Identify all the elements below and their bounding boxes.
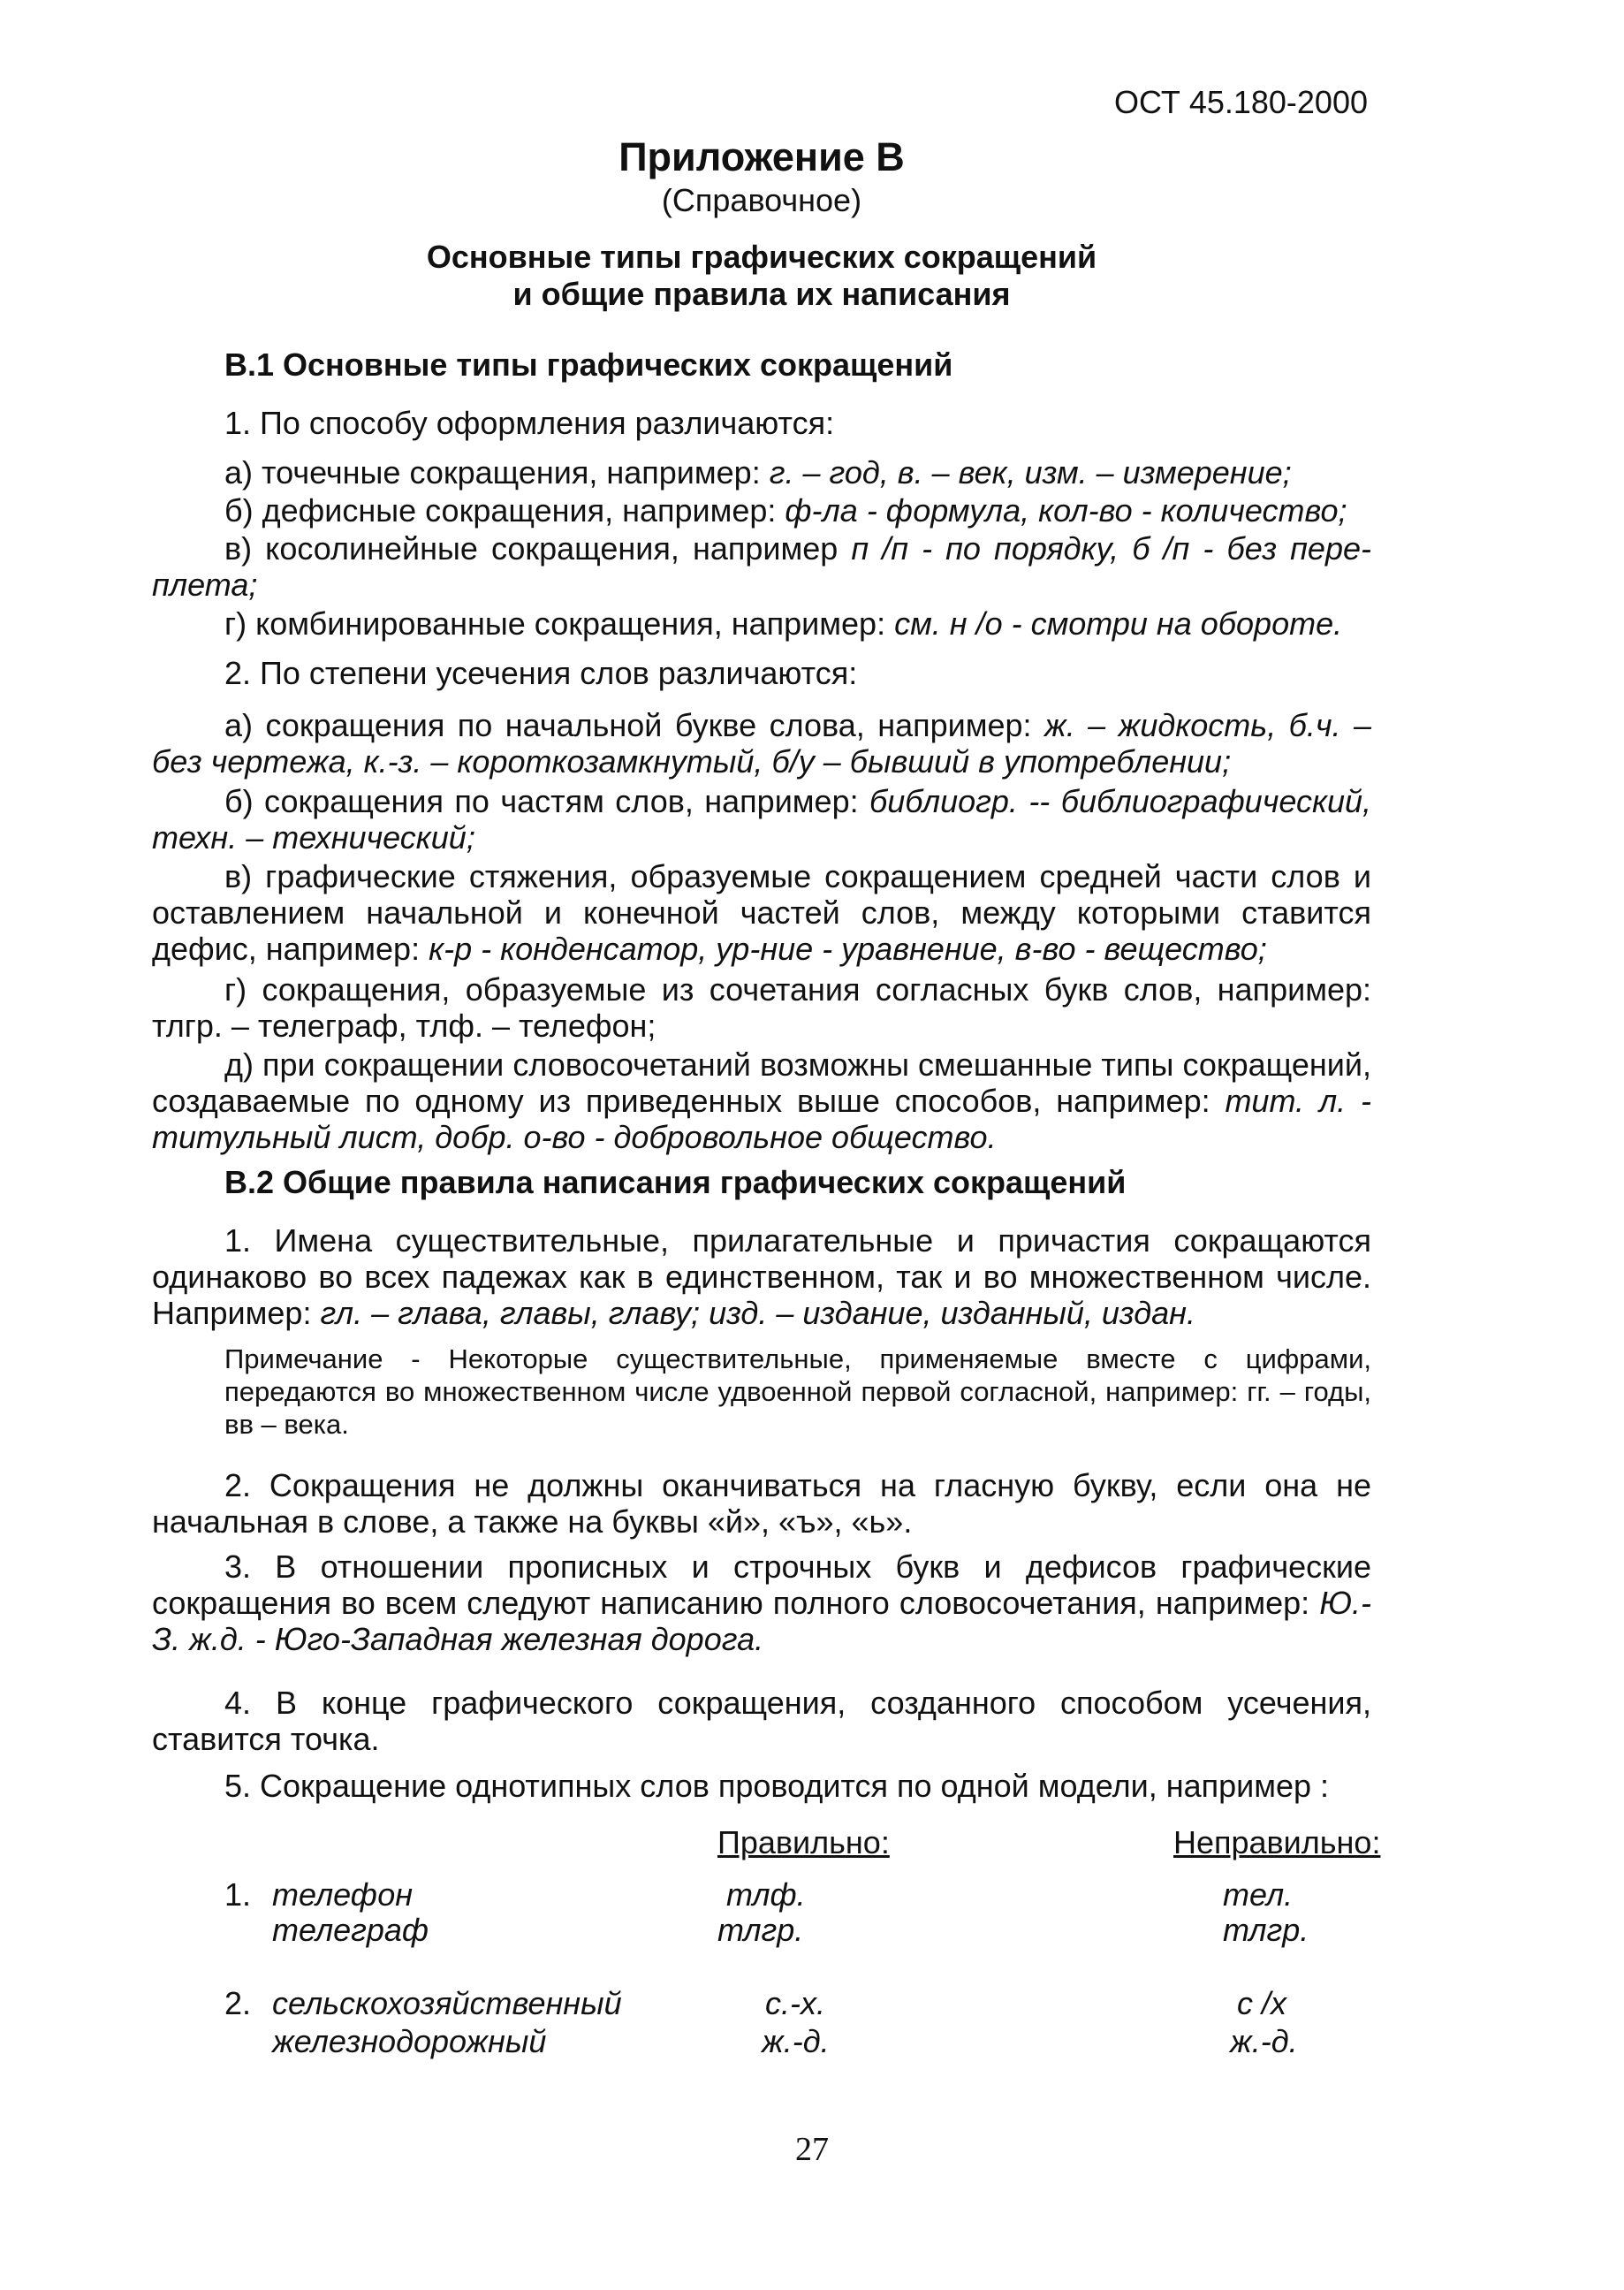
section-2-rule-4 xyxy=(152,1685,1371,1757)
body-text: а) точечные сокращения, например: xyxy=(224,454,770,491)
main-title-line-2: и общие правила их написания xyxy=(512,276,1011,312)
incorrect-abbreviation: тел. xyxy=(1223,1876,1294,1913)
body-text: г) сокращения, образуемые из сочетания согласных букв слов, например: тлгр. – телеграф, тлф. – телефон; xyxy=(152,971,1371,1044)
correct-abbreviation: с.-х. xyxy=(765,1985,825,2021)
italic-example-text: см. н /о - смотри на обороте. xyxy=(894,605,1343,642)
correct-abbreviation: ж.-д. xyxy=(762,2023,830,2059)
document-code: ОСТ 45.180-2000 xyxy=(1114,84,1368,120)
incorrect-abbreviation: тлгр. xyxy=(1223,1912,1309,1948)
italic-example-text: п /п - по порядку, б /п - без пере-плета; xyxy=(152,530,1371,603)
body-text: д) при сокращении словосочетаний возможны смешанные типы сокращений, создаваемые по одному из приведенных выше способов, например: xyxy=(152,1046,1371,1119)
section-2-rule-3 xyxy=(152,1548,1371,1657)
section-1-item-1-d xyxy=(152,605,1371,642)
section-1-item-2-a xyxy=(152,707,1371,780)
section-1-item-2-d xyxy=(152,971,1371,1044)
section-2-rule-2 xyxy=(152,1467,1371,1540)
section-2-heading: В.2 Общие правила написания графических сокращений xyxy=(224,1164,1127,1200)
correct-abbreviation: тлф. xyxy=(726,1876,806,1913)
italic-example-text: библиогр. -- библиографический, техн. – технический; xyxy=(152,783,1371,856)
example-word: телеграф xyxy=(272,1912,429,1948)
body-text: б) сокращения по частям слов, например: xyxy=(224,783,870,819)
section-2-rule-1 xyxy=(152,1222,1371,1331)
group-number: 1. xyxy=(224,1876,252,1913)
section-1-item-1-intro: 1. По способу оформления различаются: xyxy=(224,405,835,441)
correct-abbreviation: тлгр. xyxy=(717,1912,804,1948)
section-1-item-2-e xyxy=(152,1046,1371,1155)
column-header-incorrect: Неправильно: xyxy=(1173,1824,1381,1860)
group-number: 2. xyxy=(224,1985,252,2021)
italic-example-text: тит. л. - титульный лист, добр. о-во - добровольное общество. xyxy=(152,1083,1371,1155)
section-1-item-1-c xyxy=(152,530,1371,603)
section-1-heading: В.1 Основные типы графических сокращений xyxy=(224,346,953,383)
section-1-item-1-a xyxy=(152,454,1371,491)
body-text: в) косолинейные сокращения, например xyxy=(224,530,852,567)
italic-example-text: к-р - конденсатор, ур-ние - уравнение, в-во - вещество; xyxy=(429,931,1267,967)
column-header-correct: Правильно: xyxy=(717,1824,890,1860)
section-1-item-2-intro: 2. По степени усечения слов различаются: xyxy=(224,655,858,691)
appendix-title: Приложение В xyxy=(618,134,905,179)
italic-example-text: Ю.-З. ж.д. - Юго-Западная железная дорога. xyxy=(152,1585,1371,1657)
body-text: г) комбинированные сокращения, например: xyxy=(224,605,895,642)
italic-example-text: гл. – глава, главы, главу; изд. – издание, изданный, издан. xyxy=(320,1295,1195,1331)
example-word: железнодорожный xyxy=(272,2023,547,2059)
section-2-note: Примечание - Некоторые существительные, применяемые вместе с цифрами, передаются во множественном числе удвоенной первой согласной, например: гг. – годы, вв – века. xyxy=(224,1343,1371,1440)
body-text: в) графические стяжения, образуемые сокращением средней части слов и оставлением начальной и конечной частей слов, между которыми ставится дефис, например: xyxy=(152,858,1371,967)
body-text: а) сокращения по начальной букве слова, например: xyxy=(224,707,1044,743)
italic-example-text: г. – год, в. – век, изм. – измерение; xyxy=(769,454,1292,491)
body-text: б) дефисные сокращения, например: xyxy=(224,492,785,529)
body-text: 4. В конце графического сокращения, созданного способом усечения, ставится точка. xyxy=(152,1685,1371,1757)
section-2-rule-5 xyxy=(152,1768,1371,1804)
incorrect-abbreviation: с /х xyxy=(1237,1985,1287,2021)
body-text: 5. Сокращение однотипных слов проводится по одной модели, например : xyxy=(224,1768,1330,1804)
section-1-item-2-c xyxy=(152,858,1371,967)
section-1-item-1-b xyxy=(152,492,1371,529)
main-title-line-1: Основные типы графических сокращений xyxy=(426,239,1097,275)
italic-example-text: ж. – жидкость, б.ч. – без чертежа, к.-з. – короткозамкнутый, б/у – бывший в употреблении; xyxy=(152,707,1371,780)
italic-example-text: ф-ла - формула, кол-во - количество; xyxy=(785,492,1347,529)
page-number: 27 xyxy=(795,2131,829,2168)
incorrect-abbreviation: ж.-д. xyxy=(1230,2023,1298,2059)
example-word: телефон xyxy=(272,1876,414,1913)
title-block xyxy=(152,134,1371,313)
appendix-reference-label: (Справочное) xyxy=(661,182,862,218)
body-text: 2. Сокращения не должны оканчиваться на гласную букву, если она не начальная в слове, а также на буквы «й», «ъ», «ь». xyxy=(152,1467,1371,1540)
body-text: 1. Имена существительные, прилагательные и причастия сокращаются одинаково во всех падежах как в единственном, так и во множественном числе. Например: xyxy=(152,1222,1371,1331)
section-1-item-2-b xyxy=(152,783,1371,856)
example-word: сельскохозяйственный xyxy=(272,1985,622,2021)
body-text: 3. В отношении прописных и строчных букв и дефисов графические сокращения во всем следуют написанию полного словосочетания, например: xyxy=(152,1548,1371,1621)
